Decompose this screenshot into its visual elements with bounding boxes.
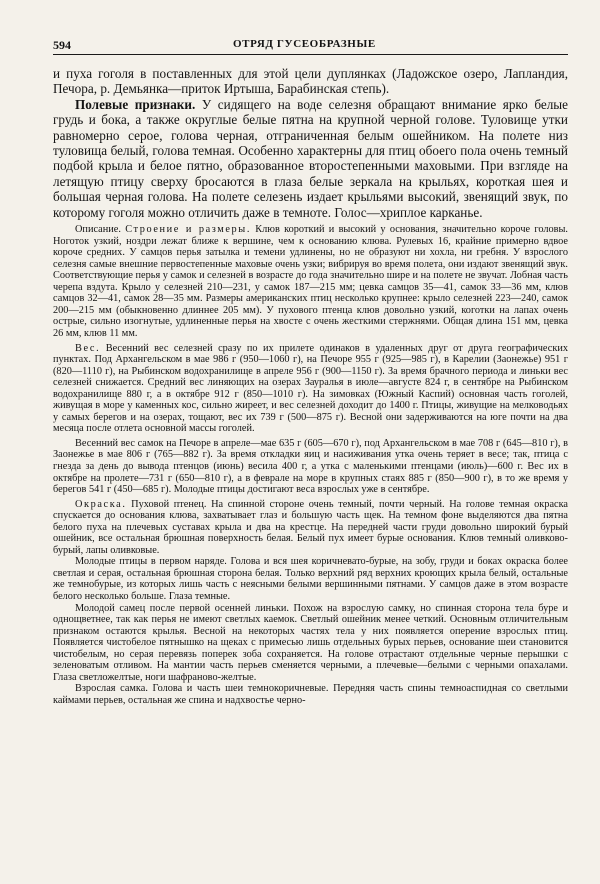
description-text: Клюв короткий и высокий у основания, значительно короче головы. Ноготок узкий, ноздри лежат ближе к вершине, чем к основанию клюва. Рулевых 16, крайние примерно вдвое короче средних. У самцов перья затылка и темени удлинены, но не образуют ни хохла, ни гребня. У взрослого селезня самые внешние первостепенные маховые очень узки; вибрируя во время полета, они издают звенящий звук. Соответствующие перья у самок и селезней в возрасте до года значительно шире и на полете не звучат. Лобная часть черепа вздута. Крыло у селезней 210—231, у самок 187—215 мм; цевка самцов 35—41, самок 33—36 мм, клюв самцов 32—41, самок 28—35 мм. Размеры американских птиц несколько крупнее: крыло селезней 223—240, самок 200—215 мм (обыкновенно длиннее 205 мм). У пухового птенца клюв довольно узкий, коготки на лапах очень острые, сильно изогнутые, удлиненные перья на хвосте с очень жесткими стержнями. Общая длина 151 мм, цевка 26 мм, клюв 11 мм.	[53, 224, 568, 339]
young-male-paragraph: Молодой самец после первой осенней линьки. Похож на взрослую самку, но спинная сторона тела буре и однощветнее, так как перья не имеют светлых каемок. Светлый ошейник менее четкий. Основным отличительным признаком остаются крылья. Весной на некоторых частях тела у них появляется оперение взрослых птиц. Появляется чистобелое пятнышко на щеках с примесью лишь отдельных бурых перьев, основание шеи становится чистобелым, но серая перевязь поперек зоба сохраняется. На голове отрастают отдельные черные перышки с зеленоватым отливом. На мантии часть перьев сменяется черными, а плечевые—белыми с черными опахалами. Глаза светложелтые, ноги шафраново-желтые.	[53, 602, 568, 683]
weight-text: Весенний вес селезней сразу по их прилете одинаков в удаленных друг от друга географических пунктах. Под Архангельском в мае 986 г (950—1060 г), на Печоре 955 г (925—985 г), в Карелии (Заонежье) 951 г (820—1110 г), на Рыбинском водохранилище в апреле 956 г (900—1150 г). За время брачного периода и линьки вес селезней снижается. Средний вес линяющих на озерах Зауралья в июле—августе 824 г, в сентябре на Рыбинском водохранилище 880 г, а в октябре 912 г (850—1010 г). На зимовках (Южный Каспий) основная часть гоголей, живущая в море у каменных кос, сильно жиреет, и вес селезней доходит до 1400 г. Птицы, живущие на мелководьях у самых берегов и на озерах, тощают, вес их 739 г (500—875 г). Весной они задерживаются на юге почти на два месяца после отлета основной массы гоголей.	[53, 342, 568, 435]
running-head: ОТРЯД ГУСЕОБРАЗНЫЕ	[233, 38, 376, 50]
page-number: 594	[53, 38, 71, 52]
adult-female-paragraph: Взрослая самка. Голова и часть шеи темнокоричневые. Передняя часть спины темноаспидная со светлыми каймами перьев, остальная же спина и надхвостье черно-	[53, 683, 568, 706]
field-marks-text: У сидящего на воде селезня обращают внимание ярко белые грудь и бока, а также округлые белые пятна на крупной черной голове. Туловище утки равномерно серое, голова черная, отграниченная белым ошейником. На полете низ туловища белый, голова темная. Особенно характерны для птиц обоего пола очень темный подбой крыла и белое пятно, образованное второстепенными маховыми. При взгляде на летящую птицу сверху бросаются в глаза белые зеркала на крыльях, короткая шея и большая черная голова. На полете селезень издает крыльями высокий, звенящий звук, по которому гоголя можно отличить даже в темноте. Голос—хриплое карканье.	[53, 96, 569, 220]
field-marks-heading: Полевые признаки.	[75, 96, 196, 112]
page-header	[53, 36, 568, 55]
weight-female-paragraph: Весенний вес самок на Печоре в апреле—мае 635 г (605—670 г), под Архангельском в мае 708 г (645—810 г), в Заонежье в мае 806 г (765—882 г). За время откладки яиц и насиживания утка очень теряет в весе; так, птица с гнезда за день до вывода птенцов (июнь) весила 400 г, а утка с маленькими птенцами (июль)—600 г. Вес их в октябре на пролете—731 г (650—810 г), а в феврале на море в крупных стаях 885 г (850—900 г), в то же время у берегов 541 г (450—685 г). Молодые птицы достигают веса взрослых уже в сентябре.	[53, 437, 568, 496]
weight-heading: Вес.	[75, 342, 101, 354]
description-subheading: Строение и размеры.	[125, 224, 251, 236]
coloration-paragraph	[53, 499, 568, 557]
weight-paragraph	[53, 343, 568, 435]
intro-paragraph: и пуха гоголя в поставленных для этой цели дуплянках (Ладожское озеро, Лапландия, Печора, р. Демьянка—приток Иртыша, Барабинская степь).	[53, 66, 568, 97]
coloration-heading: Окраска.	[75, 498, 127, 510]
description-heading: Описание.	[75, 224, 121, 236]
field-marks-paragraph	[53, 97, 568, 220]
description-paragraph	[53, 224, 568, 339]
young-plumage-paragraph: Молодые птицы в первом наряде. Голова и вся шея коричневато-бурые, на зобу, груди и боках окраска более светлая и серая, остальная брюшная сторона белая. Только верхний ряд верхних кроющих крыла белый, остальные же темнобурые, из которых лишь часть с неясными белыми вершинными пятнами. У самцов даже в этом возрасте белого несколько больше. Глаза темные.	[53, 556, 568, 603]
coloration-text: Пуховой птенец. На спинной стороне очень темный, почти черный. На голове темная окраска спускается до основания клюва, захватывает глаз и большую часть щек. На темном фоне выделяются два пятна белого пуха на плечевых суставах крыла и два на крестце. На передней части груди довольно широкий бурый ошейник, все остальная брюшная поверхность белая. Белый пух имеет бурые основания. Клюв темный оливково-бурый, лапы оливковые.	[53, 498, 568, 556]
page-content	[53, 66, 568, 706]
